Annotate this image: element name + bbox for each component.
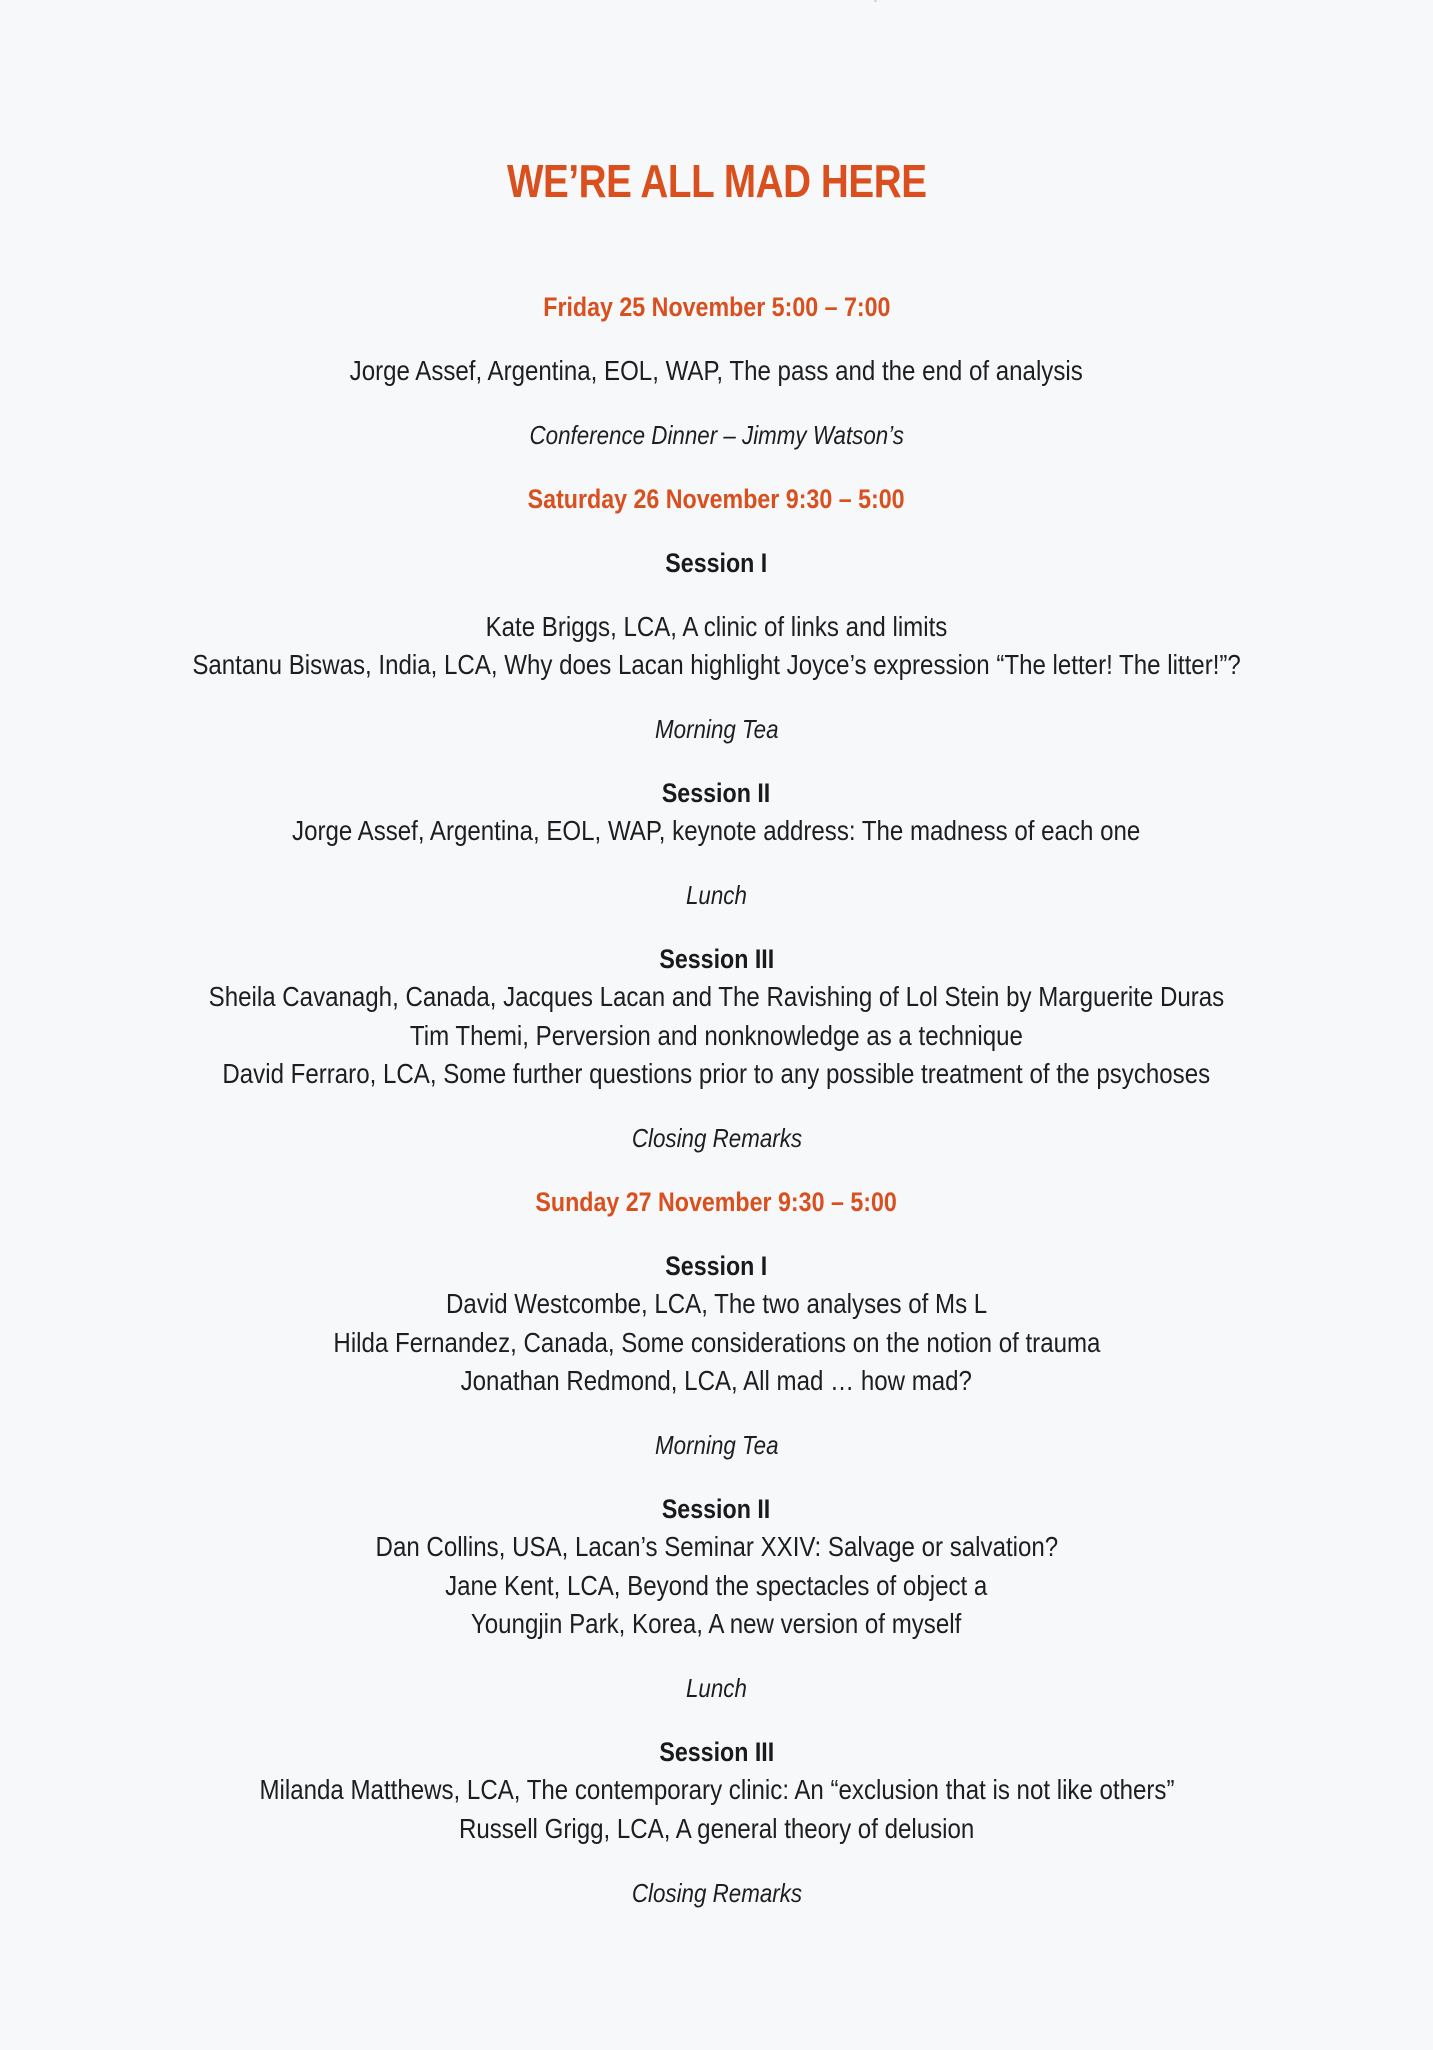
session-label-text: Session III (659, 944, 774, 974)
break-text: Lunch (686, 1673, 747, 1703)
friday-heading-text: Friday 25 November 5:00 – 7:00 (542, 292, 891, 322)
saturday-session-2-label (0, 774, 1433, 812)
session-label-text: Session III (659, 1737, 774, 1767)
break-text: Closing Remarks (631, 1123, 802, 1153)
saturday-session-1-label (0, 544, 1433, 582)
sunday-session-1-label (0, 1247, 1433, 1285)
talk-text: Youngjin Park, Korea, A new version of myself (471, 1608, 962, 1639)
list-item (0, 1362, 1433, 1400)
break-text: Morning Tea (654, 714, 779, 744)
list-item (0, 1567, 1433, 1605)
talk-text: Tim Themi, Perversion and nonknowledge as a technique (409, 1020, 1024, 1051)
sunday-heading (0, 1183, 1433, 1221)
list-item (0, 1771, 1433, 1809)
talk-text: Jorge Assef, Argentina, EOL, WAP, The pass and the end of analysis (349, 355, 1084, 386)
saturday-lunch (0, 876, 1433, 914)
talk-text: Jane Kent, LCA, Beyond the spectacles of object a (445, 1570, 988, 1601)
sunday-session-3-label (0, 1733, 1433, 1771)
break-text: Closing Remarks (631, 1878, 802, 1908)
list-item (0, 608, 1433, 646)
list-item (0, 1605, 1433, 1643)
page-title-text: WE’RE ALL MAD HERE (506, 155, 927, 207)
talk-text: Russell Grigg, LCA, A general theory of delusion (458, 1813, 975, 1844)
talk-text: Jorge Assef, Argentina, EOL, WAP, keynote address: The madness of each one (292, 815, 1141, 846)
sunday-morning-tea (0, 1426, 1433, 1464)
list-item (0, 646, 1433, 684)
friday-talk (0, 352, 1433, 390)
talk-text: Jonathan Redmond, LCA, All mad … how mad? (460, 1365, 973, 1396)
talk-text: Hilda Fernandez, Canada, Some considerations on the notion of trauma (332, 1327, 1101, 1358)
session-label-text: Session II (662, 1494, 771, 1524)
talk-text: Kate Briggs, LCA, A clinic of links and limits (485, 611, 948, 642)
break-text: Morning Tea (654, 1430, 779, 1460)
talk-text: David Westcombe, LCA, The two analyses of Ms L (445, 1288, 988, 1319)
talk-text: David Ferraro, LCA, Some further questions prior to any possible treatment of the psychoses (222, 1058, 1211, 1089)
list-item (0, 1810, 1433, 1848)
talk-text: Dan Collins, USA, Lacan’s Seminar XXIV: Salvage or salvation? (375, 1531, 1058, 1562)
session-label-text: Session II (662, 778, 771, 808)
break-text: Lunch (686, 880, 747, 910)
list-item (0, 1055, 1433, 1093)
friday-dinner (0, 416, 1433, 454)
talk-text: Santanu Biswas, India, LCA, Why does Lacan highlight Joyce’s expression “The letter! The litter!”? (192, 649, 1241, 680)
break-text: Conference Dinner – Jimmy Watson’s (529, 420, 904, 450)
page-title (0, 155, 1433, 207)
sunday-session-2-label (0, 1490, 1433, 1528)
list-item (0, 1285, 1433, 1323)
saturday-closing (0, 1119, 1433, 1157)
sunday-heading-text: Sunday 27 November 9:30 – 5:00 (535, 1187, 898, 1217)
friday-heading (0, 288, 1433, 326)
sunday-closing (0, 1874, 1433, 1912)
list-item (0, 1017, 1433, 1055)
session-label-text: Session I (665, 1251, 768, 1281)
session-label-text: Session I (665, 548, 768, 578)
saturday-heading (0, 480, 1433, 518)
list-item (0, 978, 1433, 1016)
saturday-heading-text: Saturday 26 November 9:30 – 5:00 (528, 484, 905, 514)
scan-artifact (874, 0, 877, 2)
talk-text: Milanda Matthews, LCA, The contemporary clinic: An “exclusion that is not like others” (258, 1774, 1175, 1805)
list-item (0, 1528, 1433, 1566)
saturday-session-3-label (0, 940, 1433, 978)
saturday-morning-tea (0, 710, 1433, 748)
list-item (0, 1324, 1433, 1362)
sunday-lunch (0, 1669, 1433, 1707)
talk-text: Sheila Cavanagh, Canada, Jacques Lacan and The Ravishing of Lol Stein by Marguerite Duras (208, 981, 1225, 1012)
list-item (0, 812, 1433, 850)
